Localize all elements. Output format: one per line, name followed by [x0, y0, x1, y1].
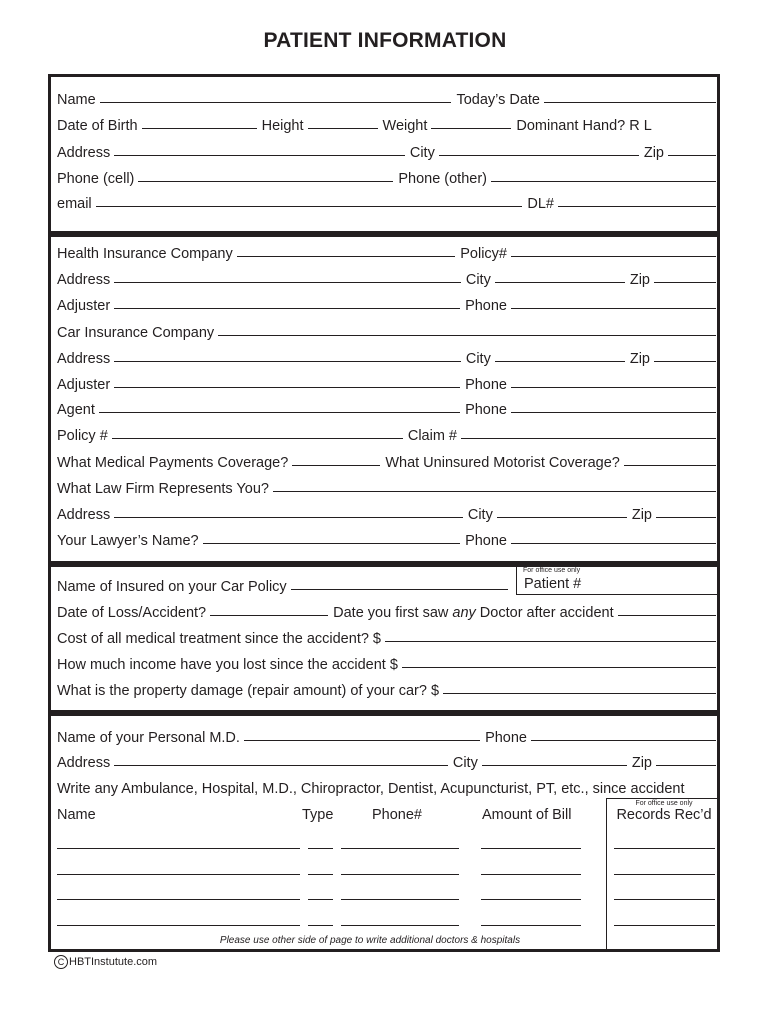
address-label: Address	[57, 145, 111, 161]
copyright-footer	[54, 955, 157, 969]
row-car-address	[57, 351, 716, 367]
dob-label: Date of Birth	[57, 118, 138, 134]
insured-name-label: Name of Insured on your Car Policy	[57, 579, 287, 595]
law-firm-label: What Law Firm Represents You?	[57, 481, 269, 497]
insured-name-field[interactable]	[291, 588, 508, 590]
car-address-field[interactable]	[114, 360, 461, 362]
car-company-field[interactable]	[218, 334, 716, 336]
provider-name-field[interactable]	[57, 925, 300, 926]
records-received-box	[606, 798, 720, 952]
provider-name-field[interactable]	[57, 874, 300, 875]
lawyer-phone-field[interactable]	[511, 542, 716, 544]
row-md-address	[57, 755, 716, 771]
med-payments-label: What Medical Payments Coverage?	[57, 455, 289, 471]
col-records-header: Records Rec’d	[616, 807, 712, 823]
zip-label: Zip	[631, 755, 652, 771]
dob-field[interactable]	[142, 127, 257, 129]
agent-field[interactable]	[99, 411, 460, 413]
first-saw-pre: Date you first saw	[333, 605, 453, 621]
row-agent	[57, 402, 716, 418]
policy-field[interactable]	[511, 255, 716, 257]
law-zip-field[interactable]	[656, 516, 716, 518]
provider-amount-field[interactable]	[481, 848, 581, 849]
agent-label: Agent	[57, 402, 95, 418]
city-label: City	[465, 272, 491, 288]
law-address-field[interactable]	[114, 516, 463, 518]
email-label: email	[57, 196, 92, 212]
address-label: Address	[57, 507, 111, 523]
row-personal-md	[57, 730, 716, 746]
provider-phone-field[interactable]	[341, 874, 459, 875]
health-city-field[interactable]	[495, 281, 625, 283]
row-dob	[57, 118, 716, 134]
col-amount-header: Amount of Bill	[482, 807, 572, 823]
row-name	[57, 92, 716, 108]
policy-num-field[interactable]	[112, 437, 403, 439]
phone-label: Phone	[465, 298, 507, 314]
provider-phone-field[interactable]	[341, 848, 459, 849]
car-adjuster-field[interactable]	[114, 386, 460, 388]
phone-cell-label: Phone (cell)	[57, 171, 135, 187]
phone-label: Phone	[465, 533, 507, 549]
personal-md-field[interactable]	[244, 739, 480, 741]
personal-md-phone-field[interactable]	[531, 739, 716, 741]
first-saw-label	[333, 605, 613, 621]
col-phone-header: Phone#	[372, 807, 422, 823]
city-label: City	[409, 145, 435, 161]
date-of-loss-label: Date of Loss/Accident?	[57, 605, 207, 621]
patient-number-box[interactable]	[516, 566, 720, 595]
row-policy-claim	[57, 428, 716, 444]
zip-label: Zip	[643, 145, 664, 161]
provider-phone-field[interactable]	[341, 899, 459, 900]
address-label: Address	[57, 755, 111, 771]
date-of-loss-field[interactable]	[210, 614, 328, 616]
zip-label: Zip	[631, 507, 652, 523]
row-coverage	[57, 455, 716, 471]
provider-records-field[interactable]	[614, 899, 715, 900]
row-health-adjuster	[57, 298, 716, 314]
provider-type-field[interactable]	[308, 899, 333, 900]
write-any-label: Write any Ambulance, Hospital, M.D., Chiropractor, Dentist, Acupuncturist, PT, etc., since accident	[57, 781, 685, 797]
income-lost-field[interactable]	[402, 666, 716, 668]
row-address	[57, 145, 716, 161]
health-address-field[interactable]	[114, 281, 461, 283]
md-address-field[interactable]	[114, 764, 448, 766]
row-insured-name	[57, 579, 508, 595]
zip-label: Zip	[629, 272, 650, 288]
dominant-hand-label: Dominant Hand? R L	[516, 118, 652, 134]
row-car-adjuster	[57, 377, 716, 393]
health-company-label: Health Insurance Company	[57, 246, 233, 262]
income-lost-label: How much income have you lost since the accident $	[57, 657, 398, 673]
row-date-loss	[57, 605, 716, 621]
height-field[interactable]	[308, 127, 378, 129]
height-label: Height	[261, 118, 304, 134]
uninsured-label: What Uninsured Motorist Coverage?	[385, 455, 620, 471]
personal-md-label: Name of your Personal M.D.	[57, 730, 240, 746]
row-health-address	[57, 272, 716, 288]
claim-num-label: Claim #	[407, 428, 457, 444]
provider-type-field[interactable]	[308, 925, 333, 926]
site-label: HBTInstutute.com	[69, 956, 158, 968]
property-damage-field[interactable]	[443, 692, 716, 694]
provider-amount-field[interactable]	[481, 925, 581, 926]
provider-type-field[interactable]	[308, 874, 333, 875]
office-use-label: For office use only	[635, 800, 693, 807]
health-adjuster-field[interactable]	[114, 307, 460, 309]
car-company-label: Car Insurance Company	[57, 325, 215, 341]
name-label: Name	[57, 92, 96, 108]
dl-field[interactable]	[558, 205, 716, 207]
car-zip-field[interactable]	[654, 360, 716, 362]
row-lawyer	[57, 533, 716, 549]
provider-records-field[interactable]	[614, 874, 715, 875]
city-label: City	[452, 755, 478, 771]
provider-amount-field[interactable]	[481, 899, 581, 900]
lawyer-name-label: Your Lawyer’s Name?	[57, 533, 199, 549]
claim-num-field[interactable]	[461, 437, 716, 439]
md-zip-field[interactable]	[656, 764, 716, 766]
row-property	[57, 683, 716, 699]
car-adjuster-phone-field[interactable]	[511, 386, 716, 388]
provider-records-field[interactable]	[614, 925, 715, 926]
name-field[interactable]	[100, 101, 452, 103]
row-law-firm	[57, 481, 716, 497]
page-title: PATIENT INFORMATION	[263, 29, 507, 52]
law-firm-field[interactable]	[273, 490, 716, 492]
health-zip-field[interactable]	[654, 281, 716, 283]
provider-name-field[interactable]	[57, 848, 300, 849]
patient-num-label: Patient #	[524, 576, 582, 592]
provider-type-field[interactable]	[308, 848, 333, 849]
phone-label: Phone	[465, 402, 507, 418]
lawyer-name-field[interactable]	[203, 542, 460, 544]
property-damage-label: What is the property damage (repair amount) of your car? $	[57, 683, 440, 699]
cost-treatment-field[interactable]	[385, 640, 716, 642]
phone-cell-field[interactable]	[138, 180, 393, 182]
row-income	[57, 657, 716, 673]
cost-treatment-label: Cost of all medical treatment since the accident? $	[57, 631, 381, 647]
provider-name-field[interactable]	[57, 899, 300, 900]
phone-label: Phone	[465, 377, 507, 393]
address-label: Address	[57, 272, 111, 288]
row-phone	[57, 171, 716, 187]
additional-doctors-note: Please use other side of page to write additional doctors & hospitals	[219, 935, 521, 946]
dl-label: DL#	[527, 196, 554, 212]
city-field[interactable]	[439, 154, 639, 156]
row-write-any	[57, 781, 716, 797]
first-saw-any: any	[452, 605, 476, 621]
zip-label: Zip	[629, 351, 650, 367]
todays-date-field[interactable]	[544, 101, 716, 103]
policy-num-label: Policy #	[57, 428, 108, 444]
phone-label: Phone	[485, 730, 527, 746]
row-cost	[57, 631, 716, 647]
address-field[interactable]	[114, 154, 405, 156]
row-car-ins	[57, 325, 716, 341]
col-type-header: Type	[302, 807, 334, 823]
phone-other-field[interactable]	[491, 180, 716, 182]
md-city-field[interactable]	[482, 764, 627, 766]
row-email	[57, 196, 716, 212]
phone-other-label: Phone (other)	[398, 171, 487, 187]
row-health-ins	[57, 246, 716, 262]
health-adjuster-phone-field[interactable]	[511, 307, 716, 309]
zip-field[interactable]	[668, 154, 716, 156]
provider-records-field[interactable]	[614, 848, 715, 849]
health-company-field[interactable]	[237, 255, 456, 257]
row-law-address	[57, 507, 716, 523]
col-name-header: Name	[57, 807, 96, 823]
car-city-field[interactable]	[495, 360, 625, 362]
city-label: City	[465, 351, 491, 367]
city-label: City	[467, 507, 493, 523]
provider-amount-field[interactable]	[481, 874, 581, 875]
weight-label: Weight	[382, 118, 428, 134]
weight-field[interactable]	[431, 127, 511, 129]
med-payments-field[interactable]	[292, 464, 380, 466]
copyright-icon: C	[54, 955, 68, 969]
office-use-label: For office use only	[523, 567, 581, 574]
first-saw-post: Doctor after accident	[475, 605, 614, 621]
uninsured-field[interactable]	[624, 464, 716, 466]
email-field[interactable]	[96, 205, 523, 207]
todays-date-label: Today’s Date	[456, 92, 540, 108]
law-city-field[interactable]	[497, 516, 627, 518]
first-saw-field[interactable]	[618, 614, 716, 616]
provider-phone-field[interactable]	[341, 925, 459, 926]
agent-phone-field[interactable]	[511, 411, 716, 413]
address-label: Address	[57, 351, 111, 367]
adjuster-label: Adjuster	[57, 298, 111, 314]
policy-label: Policy#	[460, 246, 507, 262]
adjuster-label: Adjuster	[57, 377, 111, 393]
